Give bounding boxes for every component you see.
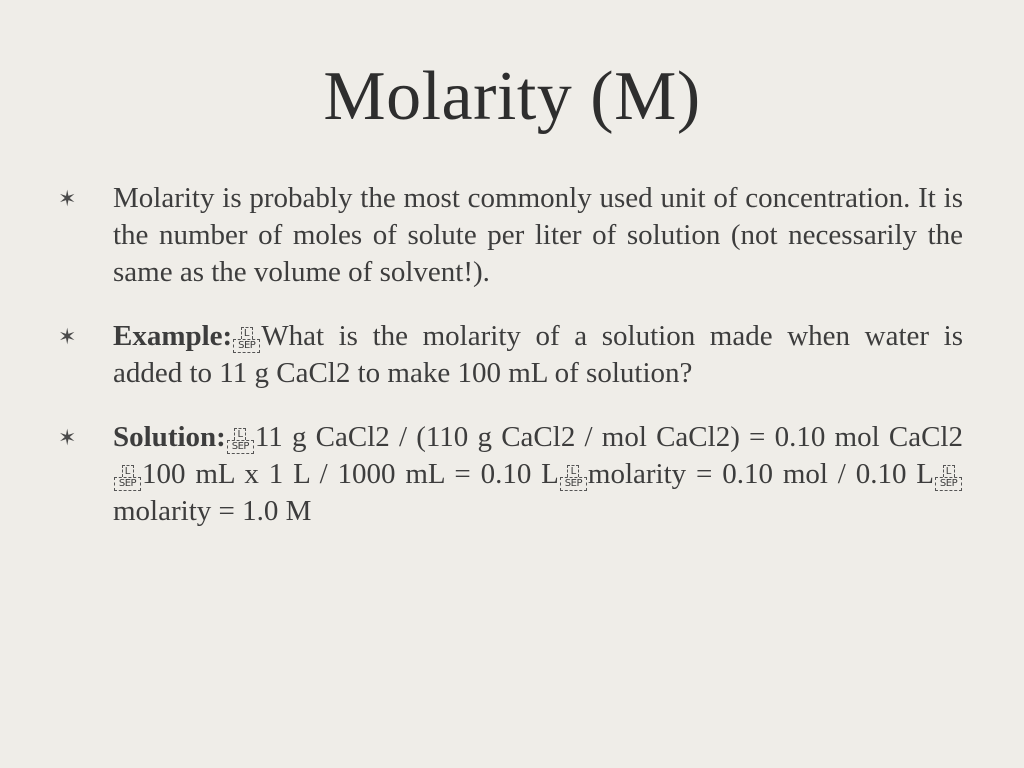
- line-separator-glyph: L SEP: [114, 465, 141, 493]
- solution-step-1: 11 g CaCl2 / (110 g CaCl2 / mol CaCl2) = 0.10 mol CaCl2: [254, 421, 963, 453]
- example-text: What is the molarity of a solution made when water is added to 11 g CaCl2 to make 100 mL of solution?: [113, 320, 963, 389]
- line-separator-glyph: L SEP: [233, 327, 260, 355]
- bullet-item-definition: [58, 180, 963, 291]
- bullet-text: Molarity is probably the most commonly used unit of concentration. It is the number of moles of solute per liter of solution (not necessarily the same as the volume of solvent!).: [113, 182, 963, 288]
- solution-step-3: molarity = 0.10 mol / 0.10 L: [587, 458, 935, 490]
- solution-step-4: molarity = 1.0 M: [113, 495, 312, 527]
- bullet-list: [58, 180, 963, 557]
- solution-label: Solution:: [113, 421, 226, 453]
- bullet-item-example: [58, 318, 963, 392]
- star-bullet-icon: ✶: [58, 187, 77, 212]
- slide-title: Molarity (M): [323, 58, 701, 135]
- solution-step-2: 100 mL x 1 L / 1000 mL = 0.10 L: [142, 458, 559, 490]
- bullet-item-solution: [58, 419, 963, 530]
- example-label: Example:: [113, 320, 233, 352]
- line-separator-glyph: L SEP: [560, 465, 587, 493]
- star-bullet-icon: ✶: [58, 325, 77, 350]
- star-bullet-icon: ✶: [58, 426, 77, 451]
- line-separator-glyph: L SEP: [935, 465, 962, 493]
- line-separator-glyph: L SEP: [227, 428, 254, 456]
